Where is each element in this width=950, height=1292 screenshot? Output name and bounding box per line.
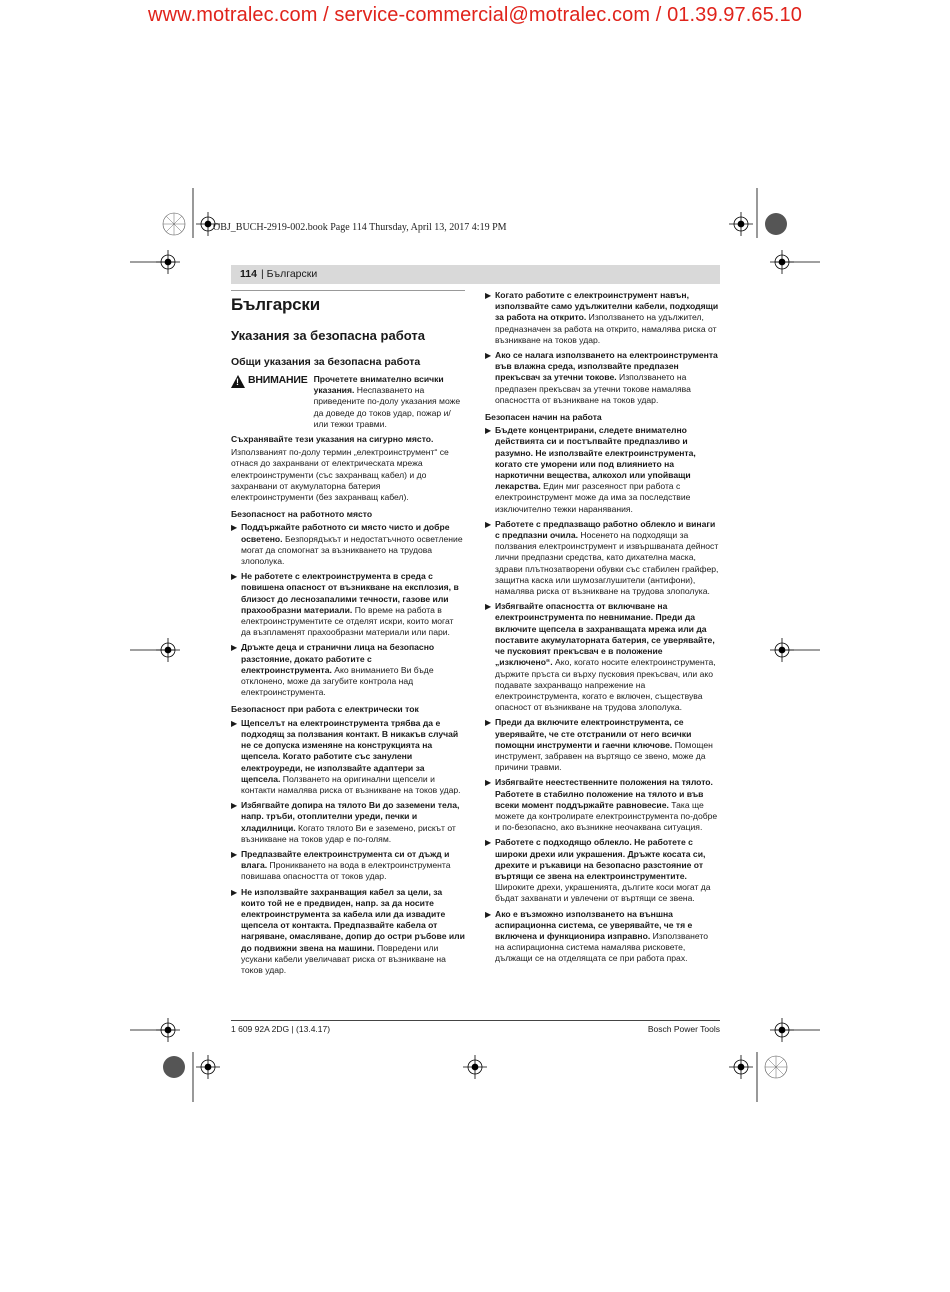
bullet-body: Ако, когато носите електроинструмента, държите пръста си върху пусковия прекъсвач, или ако подавате захранващо напрежение на електроинструмента, когато е включен, съществува опасност от възникване на трудова злополука.	[495, 657, 716, 713]
general-heading: Общи указания за безопасна работа	[231, 356, 421, 368]
bullet-text	[241, 849, 465, 883]
bullet-text	[241, 800, 465, 845]
bullet-text	[495, 837, 719, 904]
bullet-text	[241, 718, 465, 796]
bullet-item	[485, 717, 719, 773]
bullet-item	[485, 777, 719, 833]
header-language-label: Български	[266, 268, 318, 280]
bullet-item	[485, 350, 719, 406]
bullet-text	[495, 350, 719, 406]
left-column	[231, 290, 465, 980]
bullet-bold: Преди да включите електроинструмента, се уверявайте, че сте отстранили от него всички помощни инструменти и гаечни ключове.	[495, 717, 692, 750]
subsection-heading: Безопасен начин на работа	[485, 412, 602, 423]
bullet-bold: Когато работите с електроинструмент навън, използвайте само удължителни кабели, подходящи за работа на открито.	[495, 290, 719, 323]
bullet-bold: Бъдете концентрирани, следете внимателно действията си и постъпвайте предпазливо и разумно. Не използвайте електроинструмента, когато сте уморени или под влиянието на наркотични вещества, алкохол или упойващи лекарства.	[495, 425, 696, 492]
page-number: 114	[240, 268, 257, 280]
bullet-text	[495, 717, 719, 773]
bullet-text	[495, 601, 719, 713]
bullet-text	[495, 425, 719, 515]
bullet-arrow-icon: ▶	[485, 519, 492, 529]
right-column	[485, 290, 719, 969]
bullet-arrow-icon: ▶	[231, 887, 238, 897]
footer-code: 1 609 92A 2DG | (13.4.17)	[231, 1024, 331, 1034]
bullet-arrow-icon: ▶	[485, 602, 492, 612]
bullet-body: Така ще можете да контролирате електроинструмента по-добре и по-безопасно, ако възникне неочаквана ситуация.	[495, 799, 718, 833]
bullet-body: Повредени или усукани кабели увеличават риска от възникване на токов удар.	[241, 942, 446, 975]
bullet-bold: Не използвайте захранващия кабел за цели, за които той не е предвиден, напр. за да носите електроинструмента за кабела или да извадите щепсела от контакта. Предпазвайте кабела от нагряване, омасляване, допир до остри ръбове или до подвижни звена на машини.	[241, 886, 465, 953]
bullet-body: Помощен инструмент, забравен на въртящо се звено, може да причини травми.	[495, 739, 713, 773]
bullet-body: Използването на удължител, предназначен за работа на открито, намалява риска от възникване на токов удар.	[495, 312, 717, 345]
bullet-item	[231, 800, 465, 845]
bullet-body: Използването на предпазен прекъсвач за утечни токове намалява опасността от възникване на токов удар.	[495, 372, 691, 405]
bullet-arrow-icon: ▶	[485, 351, 492, 361]
warning-bold: Прочетете внимателно всички указания.	[313, 374, 444, 396]
bullet-bold: Избягвайте неестественните положения на тялото. Работете в стабилно положение на тялото и във всеки момент поддържайте равновесие.	[495, 777, 713, 810]
bullet-bold: Дръжте деца и странични лица на безопасно разстояние, докато работите с електроинструмента.	[241, 642, 435, 675]
bullet-body: Ползването на оригинални щепсели и контакти намалява риска от възникване на токов удар.	[241, 773, 461, 795]
left-sections	[231, 509, 465, 976]
bullet-bold: Работете с подходящо облекло. Не работете с широки дрехи или украшения. Дръжте косата си, дрехите и ръкавици на безопасно разстояние от въртящи се звена на електроинструментите.	[495, 837, 706, 881]
bullet-bold: Поддържайте работното си място чисто и добре осветено.	[241, 522, 450, 544]
bullet-text	[241, 887, 465, 977]
warning-triangle-icon: !	[231, 375, 245, 388]
bullet-item	[485, 425, 719, 515]
bullet-item	[231, 887, 465, 977]
bullet-bold: Избягвайте допира на тялото Ви до заземени тела, напр. тръби, отоплителни уреди, печки и хладилници.	[241, 800, 460, 833]
subsection-heading: Безопасност на работното място	[231, 509, 373, 520]
bullet-body: Безпорядъкът и недостатъчното осветление могат да спомогнат за възникването на трудова злополука.	[241, 533, 463, 567]
bullet-arrow-icon: ▶	[231, 718, 238, 728]
bullet-bold: Не работете с електроинструмента в среда с повишена опасност от възникване на експлозия, в близост до леснозапалими течности, газове или прахообразни материали.	[241, 571, 459, 615]
bullet-item	[231, 642, 465, 698]
bullet-item	[485, 837, 719, 904]
bullet-body: Когато тялото Ви е заземено, рискът от възникване на токов удар е по-голям.	[241, 822, 456, 844]
bullet-text	[241, 522, 465, 567]
bullet-bold: Избягвайте опасността от включване на електроинструмента по невнимание. Преди да включите щепсела в захранващата мрежа или да поставите акумулаторната батерия, се уверявайте, че пусковият прекъсвач е в положение „изключено“.	[495, 601, 715, 668]
bullet-item	[485, 519, 719, 597]
bullet-text	[241, 642, 465, 698]
bullet-text	[495, 909, 719, 965]
bullet-text	[495, 290, 719, 346]
bullet-item	[231, 718, 465, 796]
bullet-item	[231, 849, 465, 883]
bullet-bold: Ако се налага използването на електроинструмента във влажна среда, използвайте предпазен прекъсвач за утечни токове.	[495, 350, 718, 383]
subsection-heading: Безопасност при работа с електрически ток	[231, 704, 419, 715]
bullet-bold: Работете с предпазващо работно облекло и винаги с предпазни очила.	[495, 518, 716, 541]
bullet-arrow-icon: ▶	[485, 838, 492, 848]
bullet-item	[485, 601, 719, 713]
bullet-text	[495, 519, 719, 597]
right-sections	[485, 412, 719, 965]
bullet-arrow-icon: ▶	[231, 849, 238, 859]
contact-banner: www.motralec.com / service-commercial@motralec.com / 01.39.97.65.10	[148, 4, 802, 26]
bullet-arrow-icon: ▶	[485, 718, 492, 728]
term-paragraph: Използваният по-долу термин „електроинструмент“ се отнася до захранвани от електрическата мрежа електроинструменти (със захранващ кабел) и до захранвани от акумулаторна батерия електроинструменти (без захранващ кабел).	[231, 447, 449, 503]
bullet-arrow-icon: ▶	[231, 572, 238, 582]
bullet-body: Широките дрехи, украшенията, дългите коси могат да бъдат захванати и увлечени от въртящи се звена.	[495, 882, 711, 904]
bullet-body: Проникването на вода в електроинструмента повишава опасността от токов удар.	[241, 860, 451, 882]
page-footer	[231, 1020, 720, 1035]
bullet-arrow-icon: ▶	[485, 778, 492, 788]
page-header-bar	[231, 265, 720, 284]
right-intro-items	[485, 290, 719, 406]
bullet-arrow-icon: ▶	[231, 801, 238, 811]
warning-body: Неспазването на приведените по-долу указания може да доведе до токов удар, пожар и/или тежки травми.	[313, 385, 461, 429]
bullet-body: Ако вниманието Ви бъде отклонено, може да загубите контрола над електроинструмента.	[241, 664, 434, 698]
bullet-item	[231, 522, 465, 567]
warning-block	[231, 374, 465, 430]
bullet-body: По време на работа в електроинструментите се отделят искри, които могат да възпламенят прахообразни материали или пари.	[241, 604, 454, 638]
bullet-arrow-icon: ▶	[231, 523, 238, 533]
bullet-item	[231, 571, 465, 638]
bullet-body: Използването на аспирационна система намалява рисковете, дължащи се на отделящата се при работа прах.	[495, 930, 709, 964]
bullet-bold: Щепселът на електроинструмента трябва да е подходящ за ползвания контакт. В никакъв случай не се допуска изменяне на конструкцията на щепсела. Когато работите със занулени електроуреди, не използвайте адаптери за щепсела.	[241, 717, 459, 784]
warning-label: ВНИМАНИЕ	[248, 374, 308, 387]
warning-badge	[231, 374, 308, 388]
bullet-item	[485, 290, 719, 346]
keep-instructions: Съхранявайте тези указания на сигурно място.	[231, 434, 434, 445]
bullet-arrow-icon: ▶	[485, 909, 492, 919]
book-file-line: OBJ_BUCH-2919-002.book Page 114 Thursday, April 13, 2017 4:19 PM	[213, 222, 507, 233]
bullet-arrow-icon: ▶	[231, 643, 238, 653]
bullet-arrow-icon: ▶	[485, 291, 492, 300]
bullet-text	[241, 571, 465, 638]
bullet-body: Носенето на подходящи за ползвания електроинструмент и извършваната дейност лични предпазни средства, като дихателна маска, здрави плътнозатворени обувки със стабилен грайфер, защитна каска или шумозаглушители (антифони), намалява риска от възникване на трудова злополука.	[495, 530, 719, 597]
bullet-body: Един миг разсеяност при работа с електроинструмент може да има за последствие изключително тежки наранявания.	[495, 481, 691, 514]
footer-brand: Bosch Power Tools	[647, 1024, 720, 1034]
header-language: | Български	[261, 268, 318, 280]
bullet-arrow-icon: ▶	[485, 426, 492, 436]
warning-text	[314, 374, 465, 430]
page-title: Български	[231, 295, 320, 314]
bullet-bold: Ако е възможно използването на външна аспирационна система, се уверявайте, че тя е включена и функционира изправно.	[495, 908, 693, 941]
bullet-bold: Предпазвайте електроинструмента си от дъжд и влага.	[241, 848, 450, 871]
bullet-item	[485, 909, 719, 965]
bullet-text	[495, 777, 719, 833]
section-title: Указания за безопасна работа	[231, 328, 425, 343]
